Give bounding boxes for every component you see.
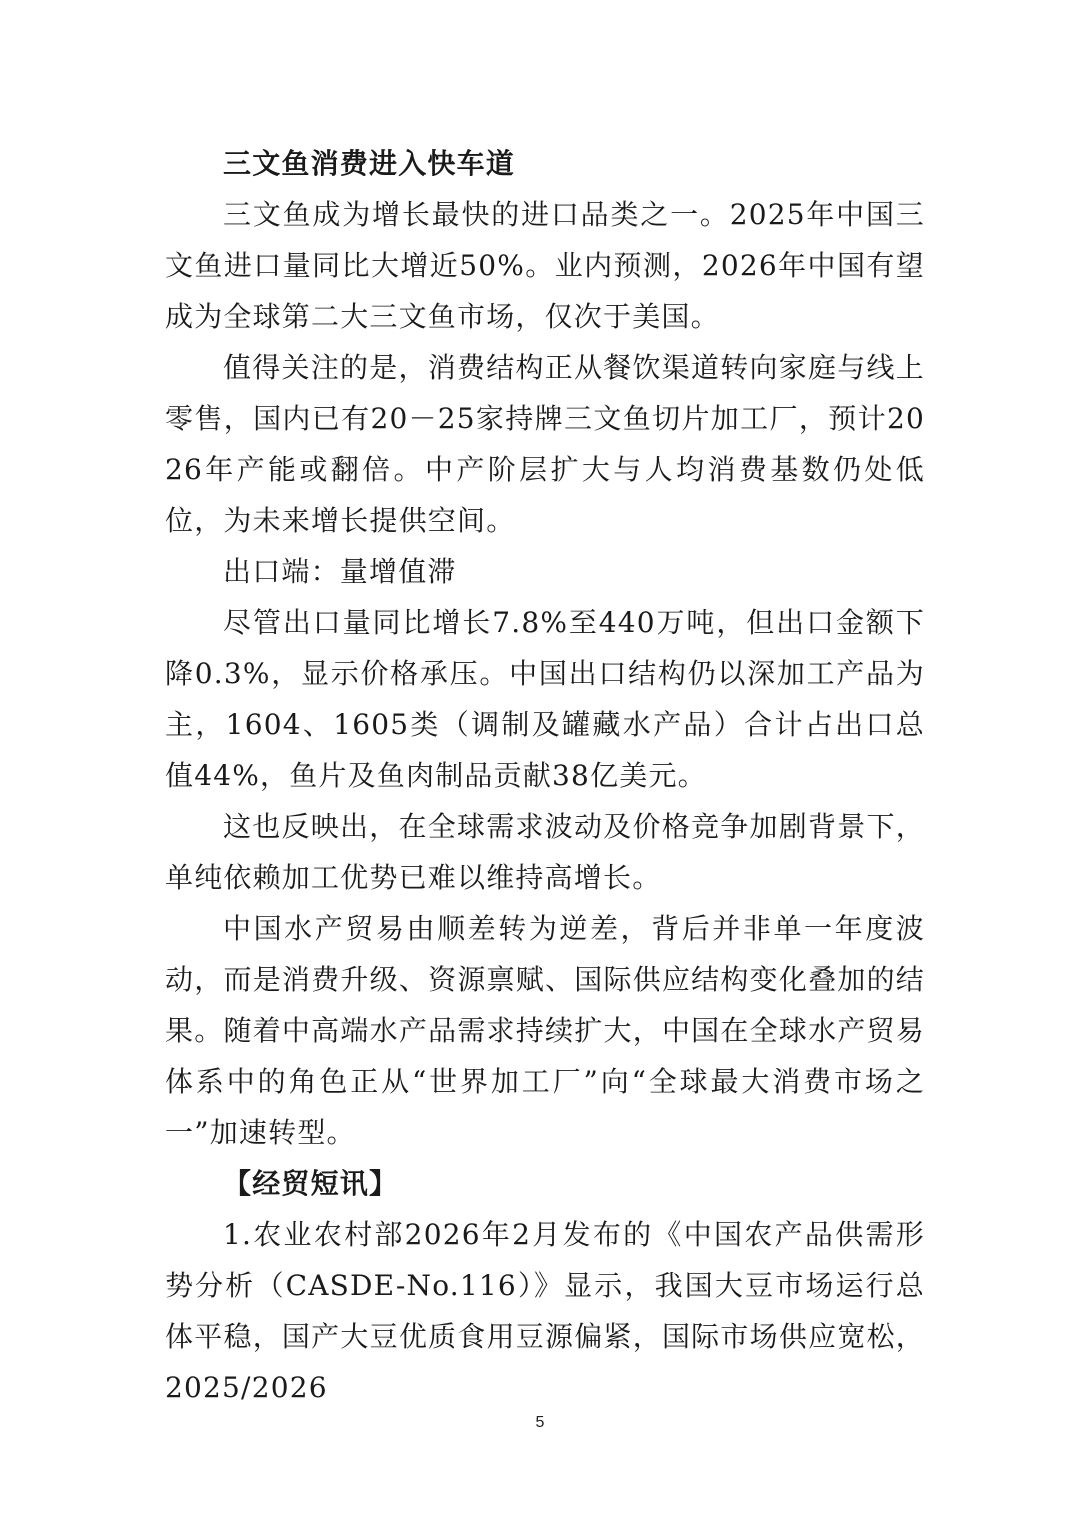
paragraph: 这也反映出，在全球需求波动及价格竞争加剧背景下，单纯依赖加工优势已难以维持高增长。 <box>165 810 925 894</box>
page-number: 5 <box>535 1414 545 1431</box>
news-section-title: 【经贸短讯】 <box>223 1167 399 1200</box>
news-item: 1.农业农村部2026年2月发布的《中国农产品供需形势分析（CASDE-No.116）》显示，我国大豆市场运行总体平稳，国产大豆优质食用豆源偏紧，国际市场供应宽松，2025/2026 <box>165 1218 925 1404</box>
paragraph: 值得关注的是，消费结构正从餐饮渠道转向家庭与线上零售，国内已有20－25家持牌三文鱼切片加工厂，预计2026年产能或翻倍。中产阶层扩大与人均消费基数仍处低位，为未来增长提供空间。 <box>165 351 925 537</box>
section-heading: 三文鱼消费进入快车道 <box>223 147 516 180</box>
paragraph: 尽管出口量同比增长7.8%至440万吨，但出口金额下降0.3%，显示价格承压。中国出口结构仍以深加工产品为主，1604、1605类（调制及罐藏水产品）合计占出口总值44%，鱼片及鱼肉制品贡献38亿美元。 <box>165 606 925 792</box>
paragraph: 三文鱼成为增长最快的进口品类之一。2025年中国三文鱼进口量同比大增近50%。业内预测，2026年中国有望成为全球第二大三文鱼市场，仅次于美国。 <box>165 198 925 333</box>
document-body <box>165 138 925 1413</box>
sub-heading: 出口端：量增值滞 <box>223 555 457 588</box>
paragraph: 中国水产贸易由顺差转为逆差，背后并非单一年度波动，而是消费升级、资源禀赋、国际供应结构变化叠加的结果。随着中高端水产品需求持续扩大，中国在全球水产贸易体系中的角色正从“世界加工厂”向“全球最大消费市场之一”加速转型。 <box>165 912 925 1149</box>
